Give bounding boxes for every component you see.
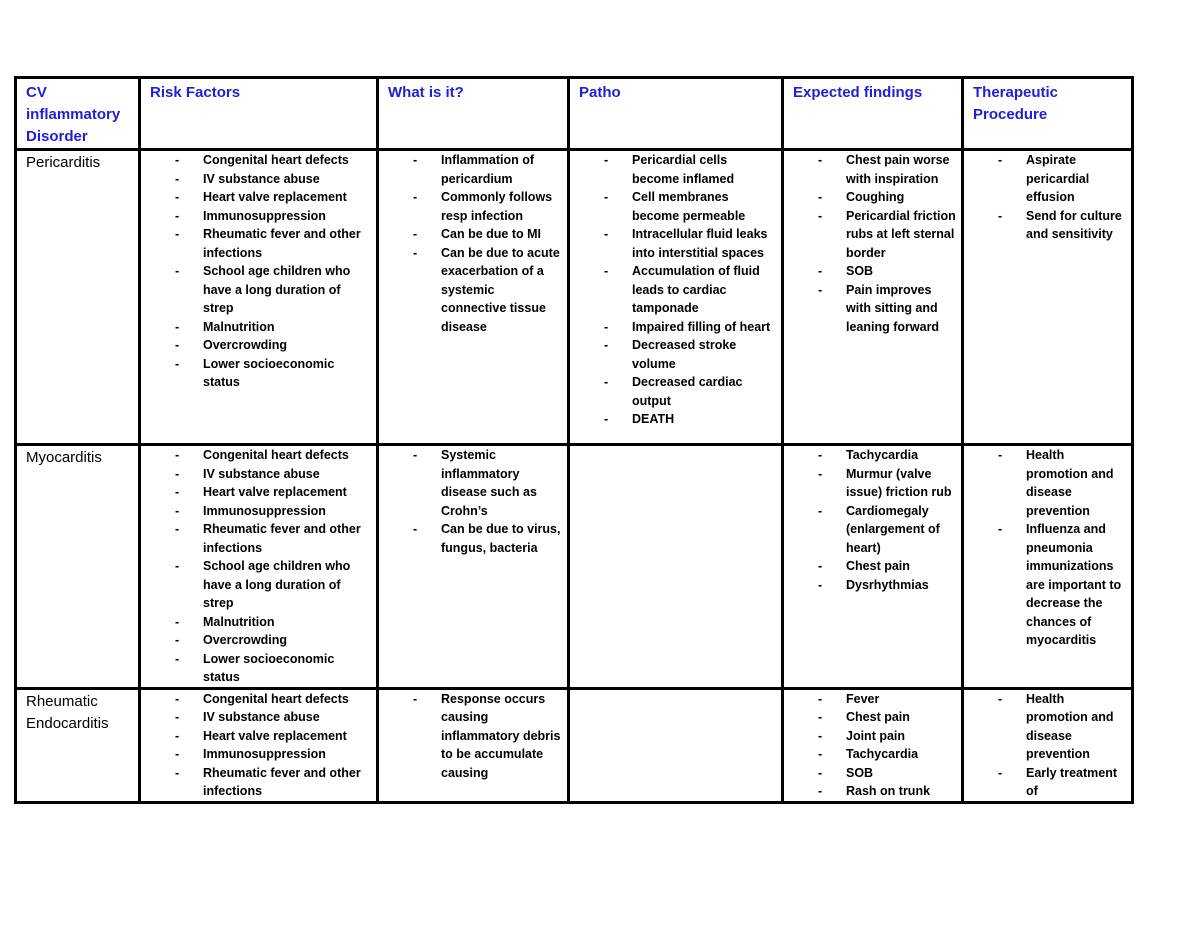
list-item: - Influenza and pneumonia immunizations are important to decrease the chances of myocarditis bbox=[964, 520, 1127, 650]
patho-list bbox=[570, 151, 781, 429]
list-item: - Coughing bbox=[784, 188, 957, 207]
what-is-it-list bbox=[379, 690, 567, 783]
list-item: - Tachycardia bbox=[784, 446, 957, 465]
cv-inflammatory-disorders-table bbox=[14, 76, 1134, 804]
list-item: - Cell membranes become permeable bbox=[570, 188, 777, 225]
list-item: - Health promotion and disease prevention bbox=[964, 446, 1127, 520]
list-item: - DEATH bbox=[570, 410, 777, 429]
list-item: - Decreased cardiac output bbox=[570, 373, 777, 410]
list-item: - Pericardial cells become inflamed bbox=[570, 151, 777, 188]
list-item: - SOB bbox=[784, 764, 957, 783]
list-item: - Murmur (valve issue) friction rub bbox=[784, 465, 957, 502]
disorder-name: Rheumatic Endocarditis bbox=[26, 692, 109, 732]
therapeutic-procedure-list bbox=[964, 690, 1131, 801]
list-item: - Congenital heart defects bbox=[141, 690, 372, 709]
list-item: - Can be due to acute exacerbation of a systemic connective tissue disease bbox=[379, 244, 563, 337]
list-item: - School age children who have a long duration of strep bbox=[141, 557, 372, 613]
list-item: - Impaired filling of heart bbox=[570, 318, 777, 337]
table-row bbox=[16, 150, 1133, 445]
list-item: - Pericardial friction rubs at left sternal border bbox=[784, 207, 957, 263]
list-item: - Immunosuppression bbox=[141, 502, 372, 521]
what-is-it-list bbox=[379, 446, 567, 557]
list-item: - Immunosuppression bbox=[141, 207, 372, 226]
header-what-is-it: What is it? bbox=[388, 84, 464, 101]
table-row bbox=[16, 688, 1133, 802]
list-item: - Systemic inflammatory disease such as Crohn’s bbox=[379, 446, 563, 520]
list-item: - Decreased stroke volume bbox=[570, 336, 777, 373]
list-item: - Rheumatic fever and other infections bbox=[141, 225, 372, 262]
list-item: - Chest pain bbox=[784, 557, 957, 576]
list-item: - Lower socioeconomic status bbox=[141, 355, 372, 392]
list-item: - Congenital heart defects bbox=[141, 446, 372, 465]
list-item: - Dysrhythmias bbox=[784, 576, 957, 595]
risk-factors-list bbox=[141, 151, 376, 392]
list-item: - Malnutrition bbox=[141, 613, 372, 632]
list-item: - Accumulation of fluid leads to cardiac tamponade bbox=[570, 262, 777, 318]
list-item: - Congenital heart defects bbox=[141, 151, 372, 170]
list-item: - Response occurs causing inflammatory debris to be accumulate causing bbox=[379, 690, 563, 783]
expected-findings-list bbox=[784, 446, 961, 594]
list-item: - IV substance abuse bbox=[141, 170, 372, 189]
list-item: - Can be due to virus, fungus, bacteria bbox=[379, 520, 563, 557]
list-item: - Cardiomegaly (enlargement of heart) bbox=[784, 502, 957, 558]
list-item: - Overcrowding bbox=[141, 631, 372, 650]
list-item: - Can be due to MI bbox=[379, 225, 563, 244]
list-item: - Heart valve replacement bbox=[141, 188, 372, 207]
list-item: - Pain improves with sitting and leaning forward bbox=[784, 281, 957, 337]
disorder-name: Pericarditis bbox=[26, 154, 101, 171]
list-item: - Intracellular fluid leaks into interstitial spaces bbox=[570, 225, 777, 262]
list-item: - Chest pain bbox=[784, 708, 957, 727]
list-item: - Early treatment of bbox=[964, 764, 1127, 801]
list-item: - Rheumatic fever and other infections bbox=[141, 764, 372, 801]
table-row bbox=[16, 445, 1133, 689]
header-expected-findings: Expected findings bbox=[793, 84, 923, 101]
list-item: - Malnutrition bbox=[141, 318, 372, 337]
list-item: - Fever bbox=[784, 690, 957, 709]
list-item: - Send for culture and sensitivity bbox=[964, 207, 1127, 244]
list-item: - Heart valve replacement bbox=[141, 727, 372, 746]
list-item: - Immunosuppression bbox=[141, 745, 372, 764]
therapeutic-procedure-list bbox=[964, 446, 1131, 650]
list-item: - Joint pain bbox=[784, 727, 957, 746]
risk-factors-list bbox=[141, 446, 376, 687]
list-item: - IV substance abuse bbox=[141, 465, 372, 484]
list-item: - Chest pain worse with inspiration bbox=[784, 151, 957, 188]
expected-findings-list bbox=[784, 690, 961, 801]
list-item: - Overcrowding bbox=[141, 336, 372, 355]
what-is-it-list bbox=[379, 151, 567, 336]
list-item: - Rheumatic fever and other infections bbox=[141, 520, 372, 557]
list-item: - Tachycardia bbox=[784, 745, 957, 764]
header-disorder: CV inflammatory Disorder bbox=[26, 84, 121, 145]
list-item: - Lower socioeconomic status bbox=[141, 650, 372, 687]
list-item: - SOB bbox=[784, 262, 957, 281]
list-item: - Rash on trunk bbox=[784, 782, 957, 801]
header-row bbox=[16, 78, 1133, 150]
list-item: - Commonly follows resp infection bbox=[379, 188, 563, 225]
list-item: - Inflammation of pericardium bbox=[379, 151, 563, 188]
header-patho: Patho bbox=[579, 84, 621, 101]
expected-findings-list bbox=[784, 151, 961, 336]
list-item: - School age children who have a long duration of strep bbox=[141, 262, 372, 318]
disorder-name: Myocarditis bbox=[26, 449, 102, 466]
header-therapeutic-procedure: Therapeutic Procedure bbox=[973, 84, 1059, 123]
list-item: - IV substance abuse bbox=[141, 708, 372, 727]
list-item: - Heart valve replacement bbox=[141, 483, 372, 502]
list-item: - Health promotion and disease prevention bbox=[964, 690, 1127, 764]
risk-factors-list bbox=[141, 690, 376, 801]
list-item: - Aspirate pericardial effusion bbox=[964, 151, 1127, 207]
therapeutic-procedure-list bbox=[964, 151, 1131, 244]
header-risk-factors: Risk Factors bbox=[150, 84, 241, 101]
